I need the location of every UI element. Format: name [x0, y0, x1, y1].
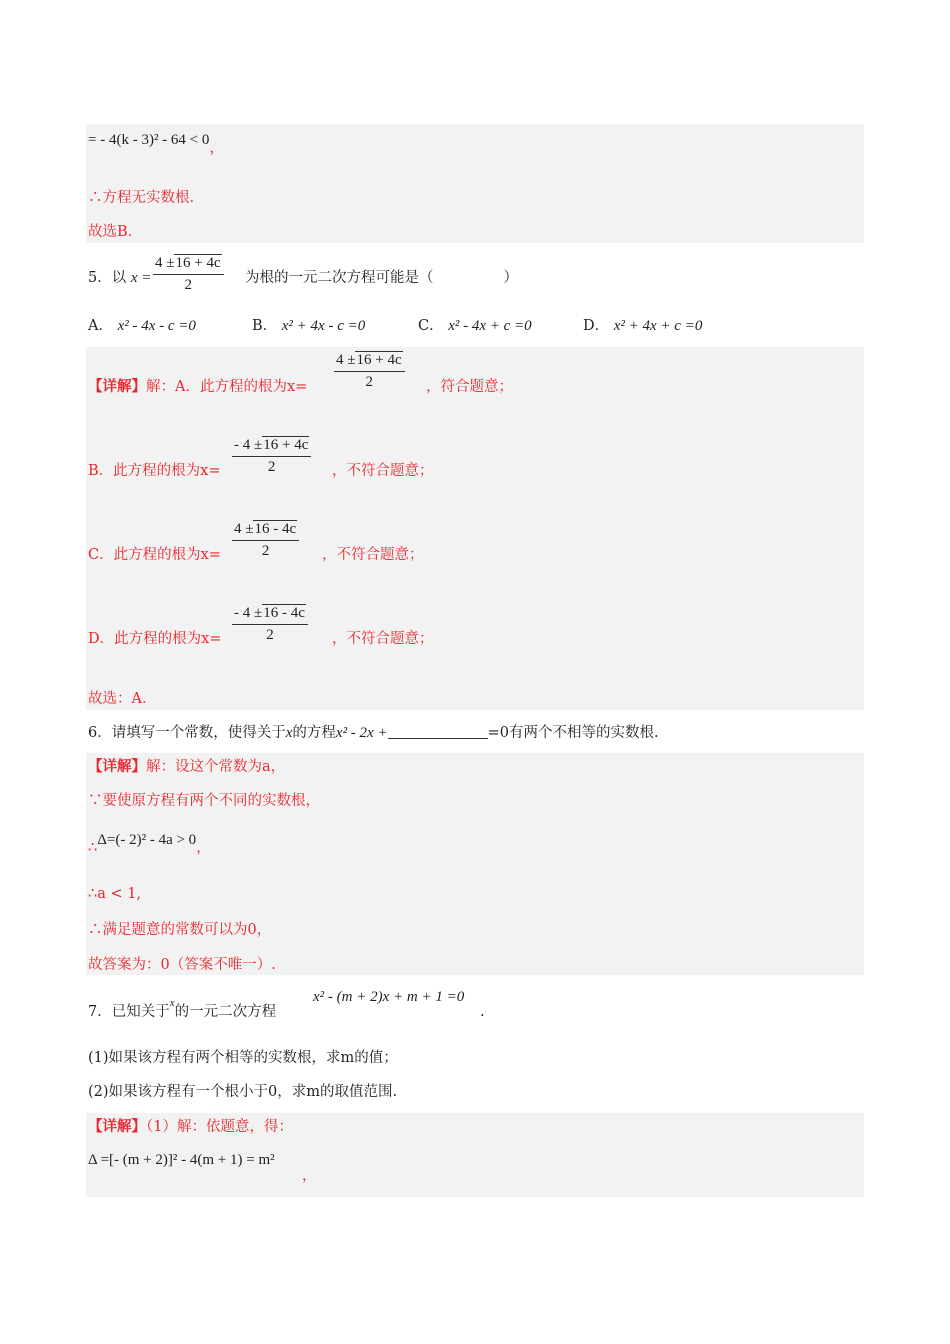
q5-option-c	[418, 316, 532, 336]
q6-explain-4: ∴a < 1,	[88, 886, 142, 902]
q5-fraction	[153, 255, 224, 294]
q5-option-d	[583, 316, 702, 336]
q7-delta-expr: Δ =[- (m + 2)]² - 4(m + 1) = m²	[88, 1152, 275, 1168]
q5-explain-d-fraction	[232, 605, 308, 644]
solution-block-q5	[86, 347, 864, 710]
explain-tag: 【详解】	[88, 378, 146, 395]
q7-explain-1	[88, 1117, 293, 1137]
q7-var: x	[169, 997, 175, 1009]
q5-explain-a-fraction	[334, 352, 405, 391]
q5-x-eq: x =	[130, 270, 152, 286]
explain-b-den: 2	[267, 459, 276, 475]
q6-line3-tail: ，	[196, 840, 211, 856]
explain-c-den: 2	[261, 543, 270, 559]
q6-stem-b: 的方程	[292, 725, 336, 741]
q7-stem-b: 的一元二次方程	[174, 1004, 277, 1020]
q5-option-b	[252, 316, 365, 336]
q6-explain-tag: 【详解】	[88, 758, 146, 775]
explain-b-sqrt: 16 + 4c	[263, 437, 309, 453]
q7-expr: x² - (m + 2)x + m + 1 =0	[313, 989, 465, 1005]
q6-explain-3	[88, 830, 211, 856]
formula-line	[88, 130, 225, 156]
option-a-label: A．	[88, 318, 113, 334]
q5-sqrt: 16 + 4c	[175, 255, 221, 271]
answer-text: 故选B.	[88, 224, 133, 240]
explain-d-num: - 4 ±	[234, 605, 263, 621]
q5-number: 5．以	[88, 270, 127, 286]
q5-den: 2	[184, 277, 193, 293]
q5-explain-d-tail: ，不符合题意；	[332, 631, 434, 647]
q5-stem	[88, 268, 151, 288]
q5-explain-b-tail: ，不符合题意；	[332, 463, 434, 479]
q6-explain-1	[88, 757, 285, 777]
explain-d-sqrt: 16 - 4c	[263, 605, 305, 621]
option-b-expr: x² + 4x - c =0	[281, 318, 366, 334]
option-d-label: D．	[583, 318, 610, 334]
q6-delta-expr: Δ=(- 2)² - 4a > 0	[97, 832, 197, 848]
explain-a-sqrt: 16 + 4c	[356, 352, 402, 368]
formula: = - 4(k - 3)² - 64 < 0	[88, 132, 210, 148]
q5-explain-b: B．此方程的根为x=	[88, 463, 221, 479]
q5-stem-tail	[245, 268, 518, 288]
q7-part1: (1)如果该方程有两个相等的实数根，求m的值；	[88, 1050, 398, 1066]
therefore-symbol: ∴	[88, 840, 98, 856]
explain-c-sqrt: 16 - 4c	[254, 521, 297, 537]
q7-stem-end: .	[480, 1004, 485, 1020]
q6-explain-5: ∴满足题意的常数可以为0，	[88, 922, 272, 938]
explain-a-num: 4 ±	[336, 352, 356, 368]
explain-a-den: 2	[365, 374, 374, 390]
q5-explain-a-tail: ，符合题意；	[426, 379, 513, 395]
q5-num-a: 4 ±	[155, 255, 175, 271]
option-c-label: C．	[418, 318, 444, 334]
solution-block-q6	[86, 753, 864, 975]
q6-answer-blank[interactable]	[388, 724, 488, 739]
q6-var: x	[285, 725, 293, 741]
q6-stem	[88, 723, 659, 743]
q6-explain-line1: 解：设这个常数为a，	[146, 759, 286, 775]
q5-answer: 故选：A．	[88, 691, 157, 707]
q7-explain-tag: 【详解】	[88, 1118, 146, 1135]
formula-tail: ，	[209, 140, 225, 156]
q6-explain-6: 故答案为：0（答案不唯一）.	[88, 957, 276, 973]
q5-explain-c-fraction	[232, 521, 299, 560]
q5-stem-text: 为根的一元二次方程可能是（	[245, 270, 434, 286]
q5-explain-c: C．此方程的根为x=	[88, 547, 221, 563]
q7-part2: (2)如果该方程有一个根小于0，求m的取值范围.	[88, 1084, 398, 1100]
explain-a-text: 解：A．此方程的根为x=	[146, 379, 308, 395]
conclusion-text: ∴方程无实数根.	[88, 190, 195, 206]
q5-explain-c-tail: ，不符合题意；	[322, 547, 424, 563]
explain-d-den: 2	[266, 627, 274, 643]
option-a-expr: x² - 4x - c =0	[117, 318, 196, 334]
q7-explain-2	[88, 1150, 275, 1170]
q7-stem-a: 7．已知关于	[88, 1004, 170, 1020]
q7-stem	[88, 997, 277, 1023]
q6-stem-c: =0有两个不相等的实数根.	[487, 725, 659, 741]
explain-c-num: 4 ±	[234, 521, 254, 537]
q6-stem-a: 6．请填写一个常数，使得关于	[88, 725, 286, 741]
q5-explain-d: D．此方程的根为x=	[88, 631, 222, 647]
option-c-expr: x² - 4x + c =0	[448, 318, 532, 334]
q6-explain-2: ∵要使原方程有两个不同的实数根，	[88, 793, 320, 809]
q5-stem-close: ）	[503, 270, 518, 286]
explain-b-num: - 4 ±	[234, 437, 263, 453]
q6-expr: x² - 2x +	[335, 725, 388, 741]
q7-explain-line1: （1）解：依题意，得：	[146, 1119, 293, 1135]
q5-explain-a	[88, 377, 307, 397]
q5-explain-b-fraction	[232, 437, 311, 476]
option-d-expr: x² + 4x + c =0	[613, 318, 703, 334]
q7-explain-2-tail: ，	[302, 1168, 317, 1184]
q5-option-a	[88, 316, 196, 336]
option-b-label: B．	[252, 318, 278, 334]
